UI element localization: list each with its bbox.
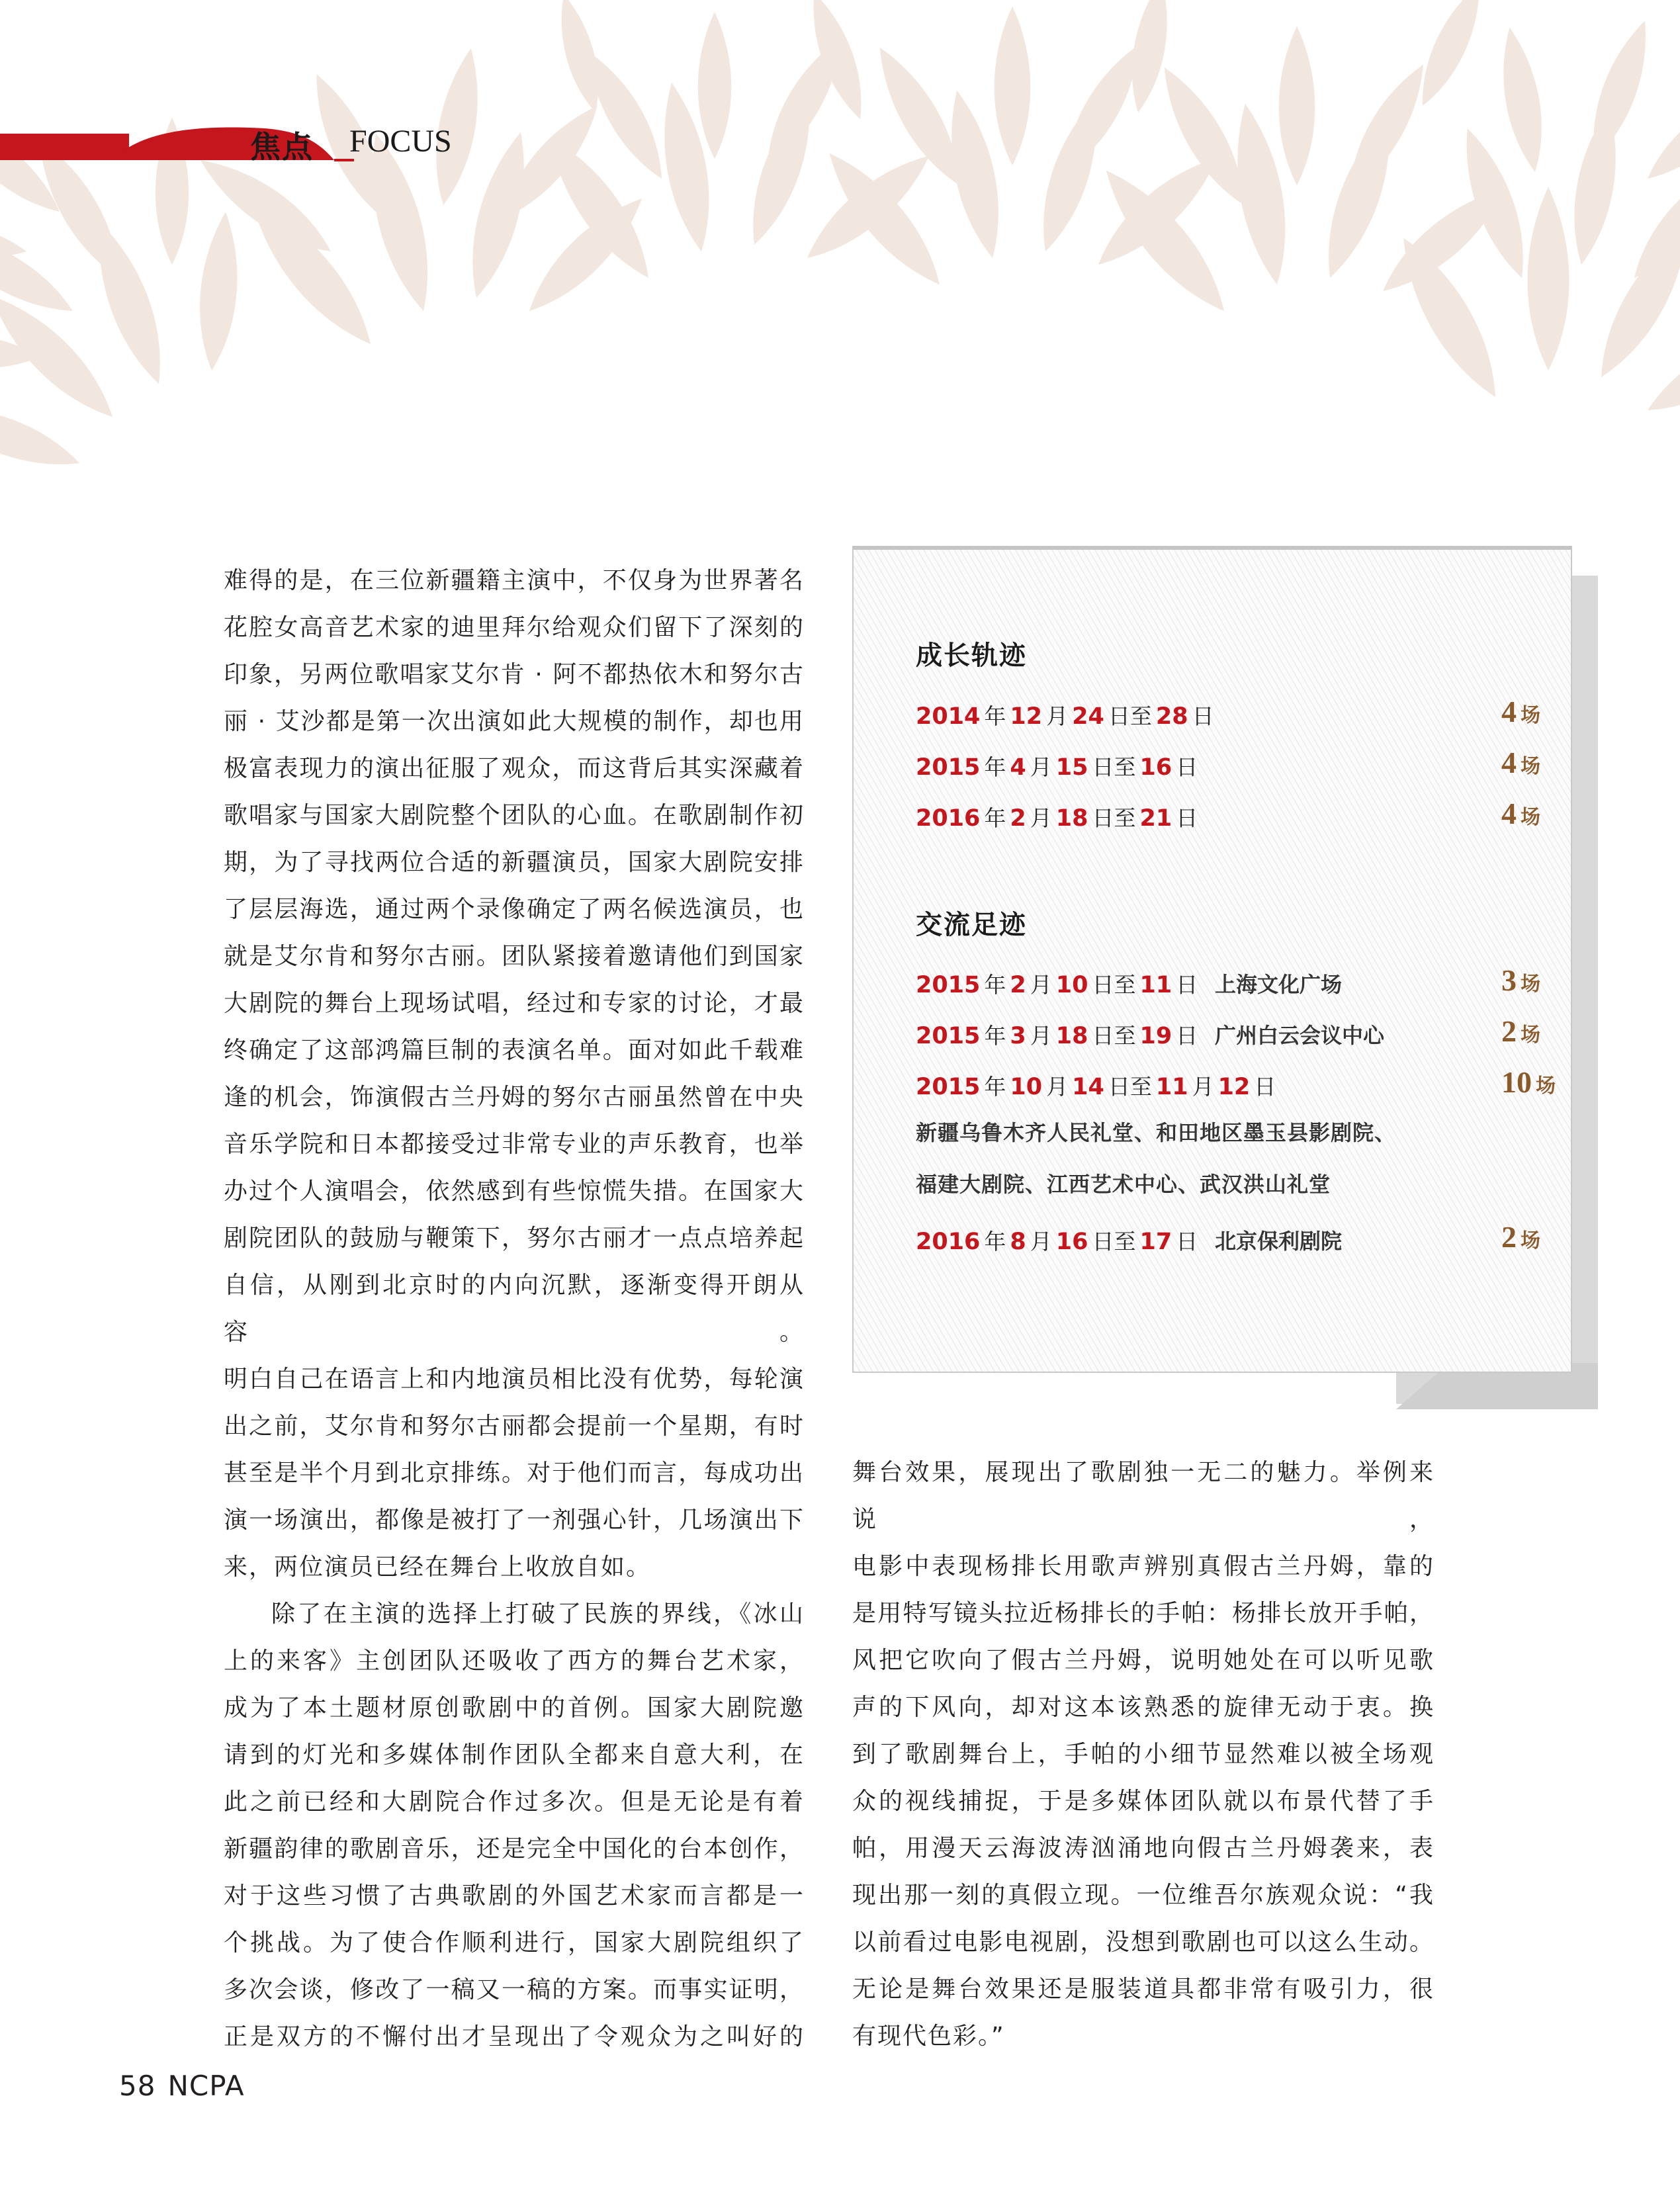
line: 终确定了这部鸿篇巨制的表演名单。面对如此千载难 — [224, 1037, 805, 1064]
leaf-pattern-background — [0, 0, 1680, 543]
section-title-en: FOCUS — [349, 124, 452, 159]
growth-row — [916, 695, 1540, 739]
unit-year: 年 — [984, 1023, 1006, 1049]
day-start: 18 — [1055, 805, 1088, 832]
day-start: 18 — [1055, 1023, 1088, 1049]
day-end: 16 — [1139, 754, 1172, 781]
count-unit: 场 — [1521, 1024, 1540, 1046]
line: 期，为了寻找两位合适的新疆演员，国家大剧院安排 — [224, 849, 805, 876]
venue: 广州白云会议中心 — [1215, 1023, 1385, 1048]
year: 2014 — [916, 703, 981, 730]
unit-day-to: 日至 — [1092, 1229, 1136, 1254]
line: 此之前已经和大剧院合作过多次。但是无论是有着 — [224, 1788, 805, 1816]
day-end: 11 — [1139, 972, 1172, 998]
year: 2015 — [916, 754, 981, 781]
line: 甚至是半个月到北京排练。对于他们而言，每成功出 — [224, 1460, 805, 1487]
month: 2 — [1010, 805, 1026, 832]
unit-month: 月 — [1030, 805, 1052, 831]
line: 逢的机会，饰演假古兰丹姆的努尔古丽虽然曾在中央 — [224, 1084, 805, 1111]
section-title-cn: 焦点 — [250, 129, 314, 165]
day-end: 21 — [1139, 805, 1172, 832]
unit-day: 日 — [1176, 754, 1198, 780]
right-column-text — [852, 1449, 1435, 2060]
year: 2015 — [916, 1023, 981, 1049]
count-value: 4 — [1501, 746, 1517, 779]
year: 2015 — [916, 1074, 981, 1100]
unit-year: 年 — [984, 703, 1006, 729]
line: 帕，用漫天云海波涛汹涌地向假古兰丹姆袭来，表 — [852, 1835, 1435, 1862]
page-footer — [119, 2070, 245, 2102]
line: 电影中表现杨排长用歌声辨别真假古兰丹姆，靠的 — [852, 1553, 1435, 1580]
count-unit: 场 — [1521, 705, 1540, 726]
line: 风把它吹向了假古兰丹姆，说明她处在可以听见歌 — [852, 1647, 1435, 1674]
line: 极富表现力的演出征服了观众，而这背后其实深藏着 — [224, 755, 805, 782]
month: 3 — [1010, 1023, 1026, 1049]
venue-line: 新疆乌鲁木齐人民礼堂、和田地区墨玉县影剧院、 — [916, 1120, 1397, 1145]
unit-day: 日 — [1176, 805, 1198, 831]
unit-day: 日 — [1176, 972, 1198, 998]
unit-month: 月 — [1046, 1074, 1069, 1100]
day-end: 12 — [1217, 1074, 1251, 1100]
unit-month: 月 — [1192, 1074, 1214, 1100]
line: 上的来客》主创团队还吸收了西方的舞台艺术家， — [224, 1647, 805, 1675]
line: 明白自己在语言上和内地演员相比没有优势，每轮演 — [224, 1366, 805, 1393]
line: 出之前，艾尔肯和努尔古丽都会提前一个星期，有时 — [224, 1413, 805, 1440]
count-value: 4 — [1501, 797, 1517, 830]
unit-month: 月 — [1046, 703, 1069, 729]
exchange-row — [916, 1220, 1540, 1264]
line: 歌唱家与国家大剧院整个团队的心血。在歌剧制作初 — [224, 802, 805, 829]
month: 4 — [1010, 754, 1026, 781]
day-start: 24 — [1072, 703, 1104, 730]
line: 了层层海选，通过两个录像确定了两名候选演员，也 — [224, 896, 805, 923]
month: 8 — [1010, 1229, 1026, 1255]
line: 到了歌剧舞台上，手帕的小细节显然难以被全场观 — [852, 1741, 1435, 1768]
line: 以前看过电影电视剧，没想到歌剧也可以这么生动。 — [852, 1929, 1435, 1956]
unit-day-to: 日至 — [1092, 754, 1136, 780]
line: 有现代色彩。” — [852, 2023, 1005, 2050]
line: 就是艾尔肯和努尔古丽。团队紧接着邀请他们到国家 — [224, 943, 805, 970]
unit-year: 年 — [984, 805, 1006, 831]
count-unit: 场 — [1521, 1230, 1540, 1252]
day-start: 16 — [1055, 1229, 1088, 1255]
unit-year: 年 — [984, 1229, 1006, 1254]
unit-year: 年 — [984, 754, 1006, 780]
exchange-row — [916, 1014, 1540, 1059]
count-value: 3 — [1501, 963, 1517, 997]
day-end: 28 — [1155, 703, 1188, 730]
show-count — [1501, 1065, 1556, 1100]
line: 对于这些习惯了古典歌剧的外国艺术家而言都是一 — [224, 1882, 805, 1909]
left-column-text — [224, 557, 805, 2060]
publication-name: NCPA — [167, 2070, 245, 2102]
unit-day-to: 日至 — [1108, 1074, 1152, 1100]
count-unit: 场 — [1521, 973, 1540, 995]
unit-day-to: 日至 — [1092, 972, 1136, 998]
show-count — [1501, 963, 1540, 998]
exchange-row — [916, 963, 1540, 1008]
line: 花腔女高音艺术家的迪里拜尔给观众们留下了深刻的 — [224, 614, 805, 641]
line: 舞台效果，展现出了歌剧独一无二的魅力。举例来说， — [852, 1459, 1435, 1533]
line: 无论是舞台效果还是服装道具都非常有吸引力，很 — [852, 1976, 1435, 2003]
month: 2 — [1010, 972, 1026, 998]
line: 演一场演出，都像是被打了一剂强心针，几场演出下 — [224, 1507, 805, 1534]
show-count — [1501, 694, 1540, 729]
count-unit: 场 — [1521, 807, 1540, 828]
line: 办过个人演唱会，依然感到有些惊慌失措。在国家大 — [224, 1178, 805, 1205]
unit-day-to: 日至 — [1092, 805, 1136, 831]
count-value: 10 — [1501, 1065, 1532, 1099]
growth-row — [916, 797, 1540, 841]
show-count — [1501, 796, 1540, 831]
unit-year: 年 — [984, 1074, 1006, 1100]
line: 成为了本土题材原创歌剧中的首例。国家大剧院邀 — [224, 1694, 805, 1722]
line: 新疆韵律的歌剧音乐，还是完全中国化的台本创作， — [224, 1835, 805, 1862]
unit-month: 月 — [1030, 1229, 1052, 1254]
venue-line: 福建大剧院、江西艺术中心、武汉洪山礼堂 — [916, 1172, 1331, 1197]
line: 剧院团队的鼓励与鞭策下，努尔古丽才一点点培养起 — [224, 1225, 805, 1252]
year: 2015 — [916, 972, 981, 998]
section-title-exchange: 交流足迹 — [916, 910, 1027, 940]
tour-row — [916, 1065, 1556, 1110]
line: 现出那一刻的真假立现。一位维吾尔族观众说：“我 — [852, 1882, 1435, 1909]
unit-day: 日 — [1176, 1229, 1198, 1254]
month-end: 11 — [1155, 1074, 1188, 1100]
line: 丽 · 艾沙都是第一次出演如此大规模的制作，却也用 — [224, 708, 805, 735]
show-count — [1501, 1219, 1540, 1254]
line: 音乐学院和日本都接受过非常专业的声乐教育，也举 — [224, 1131, 805, 1158]
line: 难得的是，在三位新疆籍主演中，不仅身为世界著名 — [224, 567, 805, 594]
count-unit: 场 — [1521, 756, 1540, 777]
performance-timeline-box — [852, 546, 1572, 1373]
count-value: 2 — [1501, 1014, 1517, 1048]
line: 个挑战。为了使合作顺利进行，国家大剧院组织了 — [224, 1929, 805, 1956]
unit-day-to: 日至 — [1092, 1023, 1136, 1049]
line: 来，两位演员已经在舞台上收放自如。 — [224, 1553, 652, 1581]
show-count — [1501, 1014, 1540, 1049]
unit-day: 日 — [1176, 1023, 1198, 1049]
unit-day-to: 日至 — [1108, 703, 1152, 729]
line: 声的下风向，却对这本该熟悉的旋律无动于衷。换 — [852, 1694, 1435, 1721]
year: 2016 — [916, 1229, 981, 1255]
unit-day: 日 — [1192, 703, 1214, 729]
line: 除了在主演的选择上打破了民族的界线，《冰山 — [271, 1600, 805, 1628]
show-count — [1501, 745, 1540, 780]
count-value: 2 — [1501, 1220, 1517, 1254]
month-start: 10 — [1010, 1074, 1043, 1100]
growth-row — [916, 746, 1540, 790]
venue: 上海文化广场 — [1215, 972, 1343, 997]
page-number: 58 — [119, 2070, 156, 2102]
unit-month: 月 — [1030, 754, 1052, 780]
line: 自信，从刚到北京时的内向沉默，逐渐变得开朗从容。 — [224, 1272, 805, 1346]
unit-day: 日 — [1254, 1074, 1276, 1100]
day-end: 17 — [1139, 1229, 1172, 1255]
line: 印象，另两位歌唱家艾尔肯 · 阿不都热依木和努尔古 — [224, 661, 805, 688]
line: 众的视线捕捉，于是多媒体团队就以布景代替了手 — [852, 1788, 1435, 1815]
unit-year: 年 — [984, 972, 1006, 998]
tour-venue-list — [916, 1107, 1396, 1210]
line: 请到的灯光和多媒体制作团队全都来自意大利，在 — [224, 1741, 805, 1769]
line: 大剧院的舞台上现场试唱，经过和专家的讨论，才最 — [224, 990, 805, 1017]
day-end: 19 — [1139, 1023, 1172, 1049]
day-start: 14 — [1072, 1074, 1104, 1100]
year: 2016 — [916, 805, 981, 832]
count-value: 4 — [1501, 695, 1517, 728]
unit-month: 月 — [1030, 972, 1052, 998]
line: 正是双方的不懈付出才呈现出了令观众为之叫好的 — [224, 2023, 805, 2050]
unit-month: 月 — [1030, 1023, 1052, 1049]
count-unit: 场 — [1536, 1075, 1556, 1097]
section-title-growth: 成长轨迹 — [916, 640, 1027, 671]
line: 是用特写镜头拉近杨排长的手帕：杨排长放开手帕， — [852, 1600, 1435, 1627]
line: 多次会谈，修改了一稿又一稿的方案。而事实证明， — [224, 1976, 805, 2003]
day-start: 15 — [1055, 754, 1088, 781]
month: 12 — [1010, 703, 1043, 730]
venue: 北京保利剧院 — [1215, 1229, 1343, 1254]
day-start: 10 — [1055, 972, 1088, 998]
